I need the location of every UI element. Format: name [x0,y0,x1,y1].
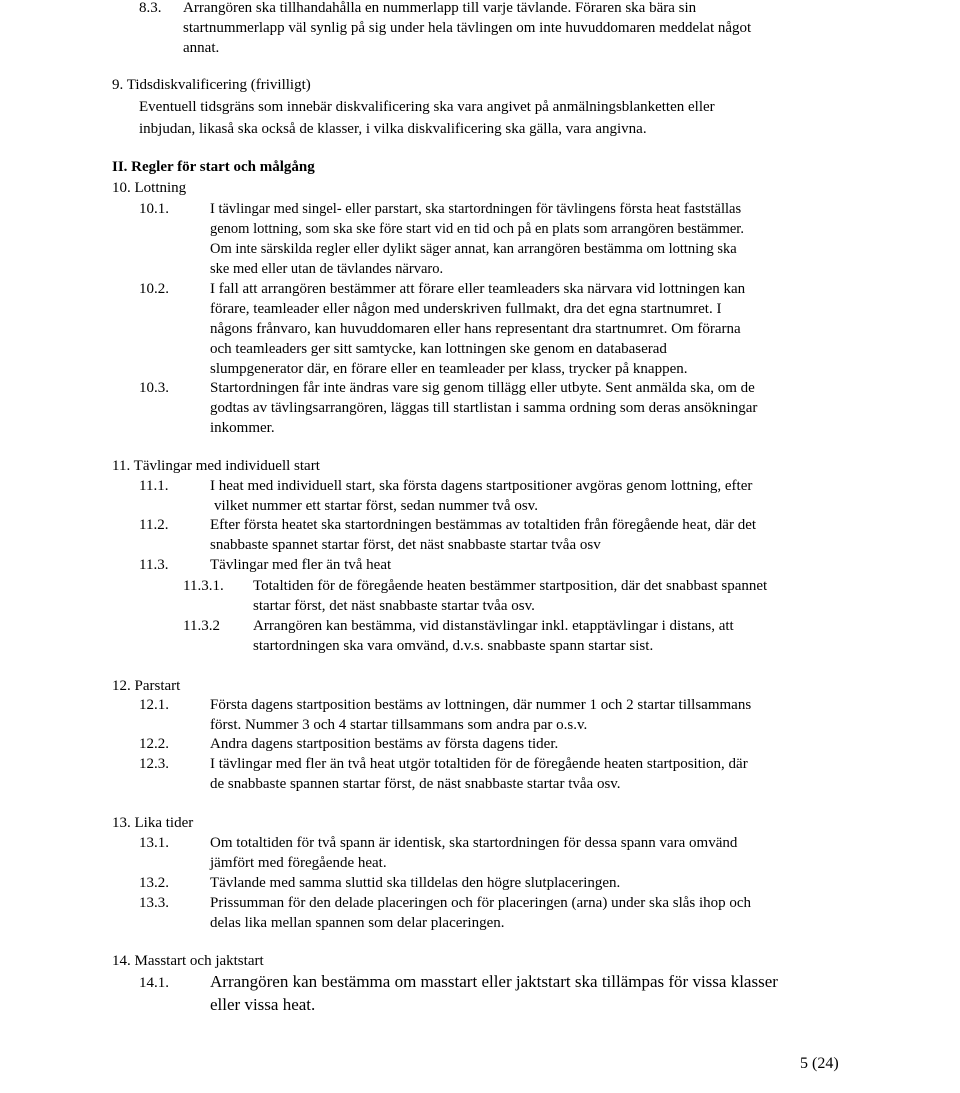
chapter-heading: II. Regler för start och målgång [112,159,315,175]
section-heading: 11. Tävlingar med individuell start [112,458,320,474]
section-heading: 10. Lottning [112,180,187,196]
paragraph-line: någons frånvaro, kan huvuddomaren eller hans representant dra startnumret. Om förarna [210,321,741,337]
paragraph-line: Tävlingar med fler än två heat [210,557,392,573]
item-number: 11.3.1. [183,578,224,594]
section-heading: 13. Lika tider [112,815,194,831]
paragraph-line: godtas av tävlingsarrangören, läggas till startlistan i samma ordning som deras ansökningar [210,400,758,416]
section-heading: 12. Parstart [112,678,181,694]
paragraph-line: först. Nummer 3 och 4 startar tillsammans som andra par o.s.v. [210,717,588,733]
item-number: 13.3. [139,895,169,911]
paragraph-line: I tävlingar med fler än två heat utgör totaltiden för de föregående heaten startposition, där [210,756,748,772]
item-number: 10.1. [139,201,169,217]
paragraph-line: Totaltiden för de föregående heaten bestämmer startposition, där det snabbast spannet [253,578,768,594]
paragraph-line: eller vissa heat. [210,995,316,1014]
paragraph-line: I tävlingar med singel- eller parstart, ska startordningen för tävlingens första heat fastställas [210,201,742,217]
item-number: 10.3. [139,380,169,396]
paragraph-line: Andra dagens startposition bestäms av första dagens tider. [210,736,559,752]
paragraph-line: delas lika mellan spannen som delar placeringen. [210,915,505,931]
paragraph-line: startar först, det näst snabbaste startar tvåa osv. [253,598,535,614]
paragraph-line: Om totaltiden för två spann är identisk, ska startordningen för dessa spann vara omvänd [210,835,738,851]
paragraph-line: genom lottning, som ska ske före start vid en tid och på en plats som arrangören bestämmer. [210,221,744,237]
section-heading: 14. Masstart och jaktstart [112,953,264,969]
item-number: 11.1. [139,478,169,494]
item-number: 12.2. [139,736,169,752]
paragraph-line: Arrangören ska tillhandahålla en nummerlapp till varje tävlande. Föraren ska bära sin [183,0,697,16]
paragraph-line: startnummerlapp väl synlig på sig under hela tävlingen om inte huvuddomaren meddelat något [183,20,752,36]
paragraph-line: Arrangören kan bestämma, vid distanstävlingar inkl. etapptävlingar i distans, att [253,618,734,634]
paragraph-line: Arrangören kan bestämma om masstart eller jaktstart ska tillämpas för vissa klasser [210,972,778,991]
paragraph-line: förare, teamleader eller någon med underskriven fullmakt, dra det egna startnumret. I [210,301,722,317]
paragraph-line: inbjudan, likaså ska också de klasser, i vilka diskvalificering ska gälla, vara angivna. [139,121,647,137]
paragraph-line: Prissumman för den delade placeringen och för placeringen (arna) under ska slås ihop och [210,895,752,911]
paragraph-line: annat. [183,40,220,56]
paragraph-line: I fall att arrangören bestämmer att förare eller teamleaders ska närvara vid lottningen kan [210,281,746,297]
paragraph-line: och teamleaders ger sitt samtycke, kan lottningen ske genom en databaserad [210,341,667,357]
item-number: 12.1. [139,697,169,713]
item-number: 11.3.2 [183,618,220,634]
paragraph-line: Om inte särskilda regler eller dylikt säger annat, kan arrangören bestämma om lottning ska [210,241,737,257]
item-number: 10.2. [139,281,169,297]
paragraph-line: inkommer. [210,420,275,436]
paragraph-line: Startordningen får inte ändras vare sig genom tillägg eller utbyte. Sent anmälda ska, om de [210,380,755,396]
item-number: 14.1. [139,975,169,991]
paragraph-line: jämfört med föregående heat. [210,855,387,871]
item-number: 13.1. [139,835,169,851]
paragraph-line: Efter första heatet ska startordningen bestämmas av totaltiden från föregående heat, där det [210,517,757,533]
paragraph-line: I heat med individuell start, ska första dagens startpositioner avgöras genom lottning, efter [210,478,753,494]
paragraph-line: Eventuell tidsgräns som innebär diskvalificering ska vara angivet på anmälningsblanketten eller [139,99,715,115]
item-number: 12.3. [139,756,169,772]
paragraph-line: Första dagens startposition bestäms av lottningen, där nummer 1 och 2 startar tillsammans [210,697,752,713]
paragraph-line: slumpgenerator där, en förare eller en teamleader per klass, trycker på knappen. [210,361,688,377]
paragraph-line: vilket nummer ett startar först, sedan nummer två osv. [214,498,538,514]
item-number: 8.3. [139,0,162,16]
paragraph-line: de snabbaste spannen startar först, de näst snabbaste startar tvåa osv. [210,776,621,792]
paragraph-line: snabbaste spannet startar först, det näst snabbaste startar tvåa osv [210,537,601,553]
item-number: 11.2. [139,517,169,533]
paragraph-line: ske med eller utan de tävlandes närvaro. [210,261,444,277]
item-number: 11.3. [139,557,169,573]
item-number: 13.2. [139,875,169,891]
paragraph-line: startordningen ska vara omvänd, d.v.s. snabbaste spann startar sist. [253,638,654,654]
section-heading: 9. Tidsdiskvalificering (frivilligt) [112,77,311,93]
paragraph-line: Tävlande med samma sluttid ska tilldelas den högre slutplaceringen. [210,875,621,891]
page-number: 5 (24) [800,1055,839,1072]
